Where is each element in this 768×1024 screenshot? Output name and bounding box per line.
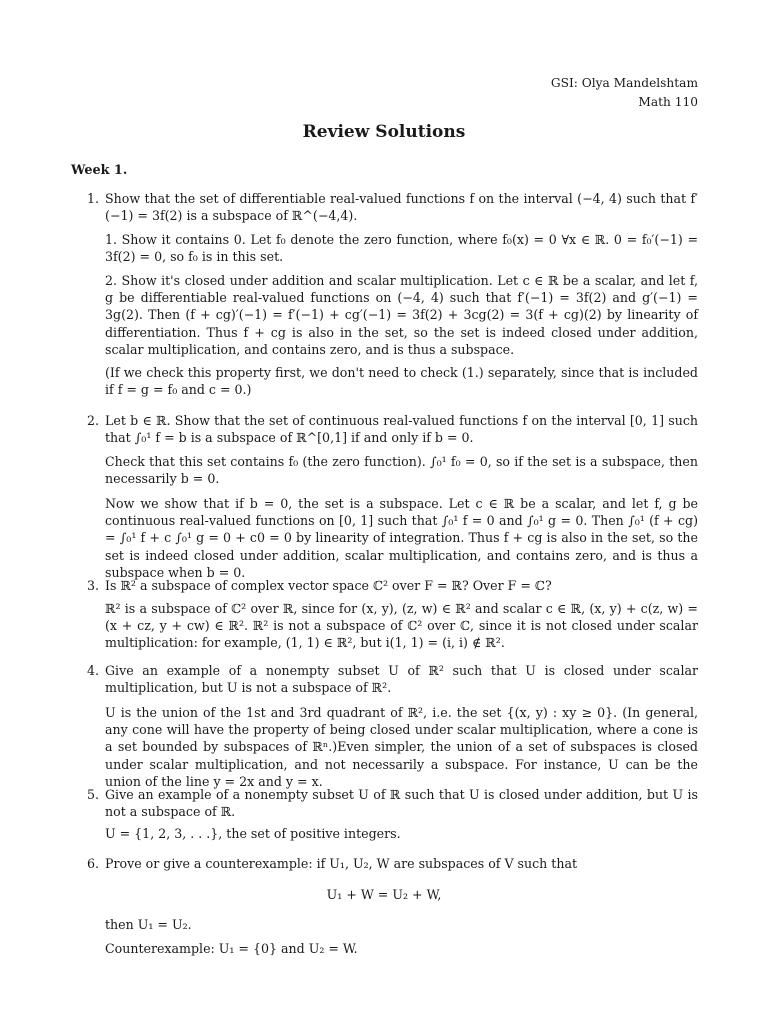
gsi-name: GSI: Olya Mandelshtam	[550, 76, 698, 90]
page-title: Review Solutions	[302, 122, 466, 142]
problem-3-number: 3.	[87, 578, 100, 593]
problem-6-equation: U₁ + W = U₂ + W,	[326, 887, 442, 902]
problem-3-question: Is ℝ² a subspace of complex vector space ℂ² over F = ℝ? Over F = ℂ?	[105, 578, 552, 593]
problem-2-check: Check that this set contains f₀ (the zero function). ∫₀¹ f₀ = 0, so if the set is a subspace, then necessarily b = 0.	[105, 454, 698, 487]
problem-1-note: (If we check this property first, we don't need to check (1.) separately, since that is included if f = g = f₀ and c = 0.)	[105, 365, 698, 398]
problem-2-number: 2.	[87, 413, 100, 428]
problem-2-proof: Now we show that if b = 0, the set is a subspace. Let c ∈ ℝ be a scalar, and let f, g be continuous real-valued functions on [0, 1] such that ∫₀¹ f = 0 and ∫₀¹ g = 0. Then ∫₀¹ (f + cg) = ∫₀¹ f + c ∫₀¹ g = 0 + c0 = 0 by linearity of integration. Thus f + cg is also in the set, so the set is indeed closed under addition, scalar multiplication, and contains zero, and is thus a subspace when b = 0.	[105, 496, 698, 580]
problem-5-answer: U = {1, 2, 3, . . .}, the set of positive integers.	[105, 826, 401, 841]
problem-3-answer: ℝ² is a subspace of ℂ² over ℝ, since for (x, y), (z, w) ∈ ℝ² and scalar c ∈ ℝ, (x, y) + c(z, w) = (x + cz, y + cw) ∈ ℝ². ℝ² is not a subspace of ℂ² over ℂ, since it is not closed under scalar multiplication: for example, (1, 1) ∈ ℝ², but i(1, 1) = (i, i) ∉ ℝ².	[105, 601, 698, 651]
problem-4-number: 4.	[87, 663, 100, 678]
problem-4-question: Give an example of a nonempty subset U of ℝ² such that U is closed under scalar multiplication, but U is not a subspace of ℝ².	[105, 663, 698, 696]
week-heading: Week 1.	[71, 163, 128, 178]
problem-6-question: Prove or give a counterexample: if U₁, U₂, W are subspaces of V such that	[105, 856, 578, 871]
problem-1-question: Show that the set of differentiable real-valued functions f on the interval (−4, 4) such that f′(−1) = 3f(2) is a subspace of ℝ^(−4,4).	[105, 191, 698, 224]
problem-5-question: Give an example of a nonempty subset U of ℝ such that U is closed under addition, but U is not a subspace of ℝ.	[105, 787, 698, 820]
problem-2-question: Let b ∈ ℝ. Show that the set of continuous real-valued functions f on the interval [0, 1] such that ∫₀¹ f = b is a subspace of ℝ^[0,1] if and only if b = 0.	[105, 413, 698, 446]
problem-1-number: 1.	[87, 191, 100, 206]
problem-6-number: 6.	[87, 856, 100, 871]
course-name: Math 110	[638, 95, 698, 109]
problem-6-counterexample: Counterexample: U₁ = {0} and U₂ = W.	[105, 941, 358, 956]
problem-6-conclusion: then U₁ = U₂.	[105, 917, 192, 932]
problem-1-step-1: 1. Show it contains 0. Let f₀ denote the zero function, where f₀(x) = 0 ∀x ∈ ℝ. 0 = f₀′(−1) = 3f(2) = 0, so f₀ is in this set.	[105, 232, 698, 265]
problem-1-step-2: 2. Show it's closed under addition and scalar multiplication. Let c ∈ ℝ be a scalar, and let f, g be differentiable real-valued functions on (−4, 4) such that f′(−1) = 3f(2) and g′(−1) = 3g(2). Then (f + cg)′(−1) = f′(−1) + cg′(−1) = 3f(2) + 3cg(2) = 3(f + cg)(2) by linearity of differentiation. Thus f + cg is also in the set, so the set is indeed closed under addition, scalar multiplication, and contains zero, and is thus a subspace.	[105, 273, 698, 357]
problem-4-answer: U is the union of the 1st and 3rd quadrant of ℝ², i.e. the set {(x, y) : xy ≥ 0}. (In general, any cone will have the property of being closed under scalar multiplication, where a cone is a set bounded by subspaces of ℝⁿ.)Even simpler, the union of a set of subspaces is closed under scalar multiplication, and not necessarily a subspace. For instance, U can be the union of the line y = 2x and y = x.	[105, 705, 698, 789]
problem-5-number: 5.	[87, 787, 100, 802]
